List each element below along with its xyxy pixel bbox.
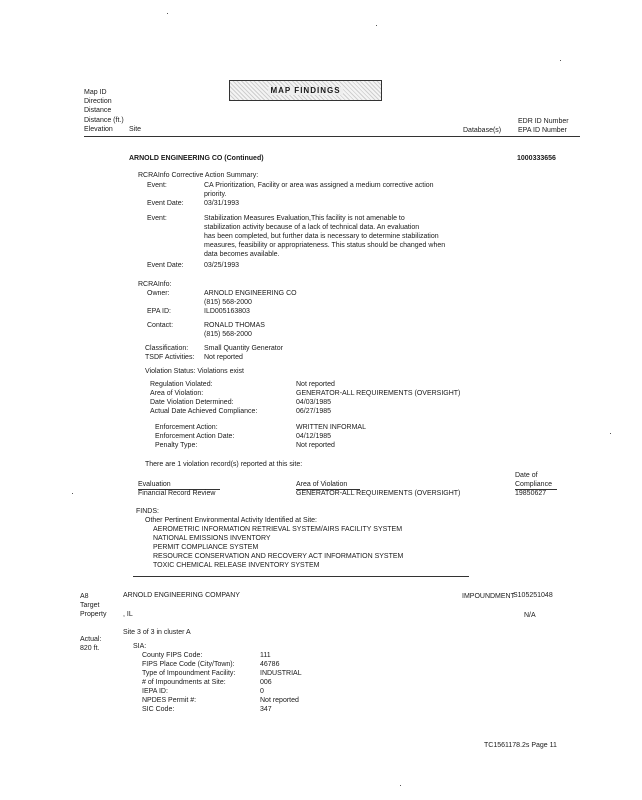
rcra-epa-value: ILD005163803 bbox=[204, 308, 250, 315]
rcra-tsdf-label: TSDF Activities: bbox=[145, 354, 195, 361]
scan-speck bbox=[560, 60, 561, 61]
table-header-area: Area of Violation bbox=[296, 481, 348, 488]
scan-speck bbox=[72, 493, 73, 494]
scan-speck bbox=[376, 25, 377, 26]
rcra-tsdf-value: Not reported bbox=[204, 354, 243, 361]
enforcement-value: 04/12/1985 bbox=[296, 433, 332, 440]
label-epa-id: EPA ID Number bbox=[518, 127, 567, 134]
label-map-id: Map ID bbox=[84, 89, 107, 96]
scan-speck bbox=[167, 13, 168, 14]
site2-elevation: 820 ft. bbox=[80, 645, 100, 652]
site2-edr-id: S105251048 bbox=[513, 592, 553, 599]
site2-database: IMPOUNDMENT bbox=[462, 593, 515, 600]
finds-item: TOXIC CHEMICAL RELEASE INVENTORY SYSTEM bbox=[153, 562, 320, 569]
corrective-event-line: data becomes available. bbox=[204, 251, 280, 258]
rcra-class-value: Small Quantity Generator bbox=[204, 345, 283, 352]
sia-value: INDUSTRIAL bbox=[260, 670, 302, 677]
label-site: Site bbox=[129, 126, 142, 133]
sia-heading: SIA: bbox=[133, 643, 147, 650]
finds-item: PERMIT COMPLIANCE SYSTEM bbox=[153, 544, 259, 551]
enforcement-label: Penalty Type: bbox=[155, 442, 198, 449]
label-distance-ft: Distance (ft.) bbox=[84, 117, 124, 124]
site2-property: Property bbox=[80, 611, 107, 618]
sia-label: NPDES Permit #: bbox=[142, 697, 197, 704]
header-divider bbox=[84, 136, 580, 137]
table-header-compliance: Compliance bbox=[515, 481, 552, 488]
site2-epa-id: N/A bbox=[524, 612, 536, 619]
rcra-owner-label: Owner: bbox=[147, 290, 170, 297]
label-database: Database(s) bbox=[463, 127, 502, 134]
site1-id: 1000333656 bbox=[517, 155, 556, 162]
enforcement-value: WRITTEN INFORMAL bbox=[296, 424, 366, 431]
corrective-event-label: Event: bbox=[147, 215, 167, 222]
label-elevation: Elevation bbox=[84, 126, 113, 133]
finds-intro: Other Pertinent Environmental Activity Identified at Site: bbox=[145, 517, 317, 524]
rcra-class-label: Classification: bbox=[145, 345, 189, 352]
site2-actual: Actual: bbox=[80, 636, 102, 643]
violation-summary: There are 1 violation record(s) reported at this site: bbox=[145, 461, 303, 468]
label-distance: Distance bbox=[84, 107, 112, 114]
table-header-date: Date of bbox=[515, 472, 538, 479]
violation-value: GENERATOR-ALL REQUIREMENTS (OVERSIGHT) bbox=[296, 390, 461, 397]
finds-item: RESOURCE CONSERVATION AND RECOVERY ACT INFORMATION SYSTEM bbox=[153, 553, 404, 560]
page-title: MAP FINDINGS bbox=[270, 85, 341, 95]
violation-value: 06/27/1985 bbox=[296, 408, 332, 415]
violation-status: Violation Status: Violations exist bbox=[145, 368, 244, 375]
violation-value: 04/03/1985 bbox=[296, 399, 332, 406]
rcra-heading: RCRAInfo: bbox=[138, 281, 172, 288]
corrective-event-date: 03/25/1993 bbox=[204, 262, 240, 269]
sia-value: 006 bbox=[260, 679, 272, 686]
site1-name: ARNOLD ENGINEERING CO (Continued) bbox=[129, 155, 264, 162]
site2-cluster: Site 3 of 3 in cluster A bbox=[123, 629, 191, 636]
scan-speck bbox=[400, 785, 401, 786]
violation-label: Regulation Violated: bbox=[150, 381, 213, 388]
site2-name: ARNOLD ENGINEERING COMPANY bbox=[123, 592, 240, 599]
enforcement-label: Enforcement Action: bbox=[155, 424, 218, 431]
rcra-owner-name: ARNOLD ENGINEERING CO bbox=[204, 290, 297, 297]
finds-heading: FINDS: bbox=[136, 508, 159, 515]
corrective-event-line: has been completed, but further data is necessary to determine stabilization bbox=[204, 233, 439, 240]
sia-label: FIPS Place Code (City/Town): bbox=[142, 661, 235, 668]
sia-label: SIC Code: bbox=[142, 706, 175, 713]
rcra-epa-label: EPA ID: bbox=[147, 308, 171, 315]
site2-target: Target bbox=[80, 602, 100, 609]
scan-speck bbox=[610, 433, 611, 434]
rcra-contact-phone: (815) 568-2000 bbox=[204, 331, 252, 338]
corrective-event-line: CA Prioritization, Facility or area was assigned a medium corrective action bbox=[204, 182, 434, 189]
table-cell-compliance: 19850627 bbox=[515, 490, 547, 497]
finds-item: NATIONAL EMISSIONS INVENTORY bbox=[153, 535, 271, 542]
sia-value: 347 bbox=[260, 706, 272, 713]
enforcement-value: Not reported bbox=[296, 442, 335, 449]
label-direction: Direction bbox=[84, 98, 112, 105]
page-footer: TC1561178.2s Page 11 bbox=[484, 742, 557, 749]
violation-value: Not reported bbox=[296, 381, 335, 388]
sia-value: 46786 bbox=[260, 661, 280, 668]
section-divider bbox=[133, 576, 469, 577]
table-header-evaluation: Evaluation bbox=[138, 481, 171, 488]
sia-label: County FIPS Code: bbox=[142, 652, 203, 659]
corrective-event-line: stabilization activity because of a lack of technical data. An evaluation bbox=[204, 224, 420, 231]
sia-label: # of Impoundments at Site: bbox=[142, 679, 226, 686]
table-cell-evaluation: Financial Record Review bbox=[138, 490, 216, 497]
enforcement-label: Enforcement Action Date: bbox=[155, 433, 235, 440]
corrective-event-label: Event: bbox=[147, 182, 167, 189]
sia-label: Type of Impoundment Facility: bbox=[142, 670, 236, 677]
corrective-event-line: measures, feasibility or appropriateness. This status should be changed when bbox=[204, 242, 446, 249]
rcra-owner-phone: (815) 568-2000 bbox=[204, 299, 252, 306]
table-cell-area: GENERATOR-ALL REQUIREMENTS (OVERSIGHT) bbox=[296, 490, 461, 497]
corrective-event-date-label: Event Date: bbox=[147, 200, 184, 207]
rcra-contact-label: Contact: bbox=[147, 322, 174, 329]
corrective-event-date-label: Event Date: bbox=[147, 262, 184, 269]
corrective-event-line: priority. bbox=[204, 191, 227, 198]
sia-value: 111 bbox=[260, 652, 271, 659]
site2-map-id: A8 bbox=[80, 593, 89, 600]
violation-label: Area of Violation: bbox=[150, 390, 204, 397]
sia-value: Not reported bbox=[260, 697, 299, 704]
site2-city: , IL bbox=[123, 611, 133, 618]
sia-label: IEPA ID: bbox=[142, 688, 168, 695]
violation-label: Date Violation Determined: bbox=[150, 399, 234, 406]
page-title-box bbox=[229, 80, 382, 101]
sia-value: 0 bbox=[260, 688, 264, 695]
label-edr-id: EDR ID Number bbox=[518, 118, 569, 125]
rcra-contact-name: RONALD THOMAS bbox=[204, 322, 265, 329]
corrective-event-line: Stabilization Measures Evaluation,This facility is not amenable to bbox=[204, 215, 405, 222]
corrective-heading: RCRAInfo Corrective Action Summary: bbox=[138, 172, 259, 179]
violation-label: Actual Date Achieved Compliance: bbox=[150, 408, 258, 415]
finds-item: AEROMETRIC INFORMATION RETRIEVAL SYSTEM/AIRS FACILITY SYSTEM bbox=[153, 526, 403, 533]
corrective-event-date: 03/31/1993 bbox=[204, 200, 240, 207]
